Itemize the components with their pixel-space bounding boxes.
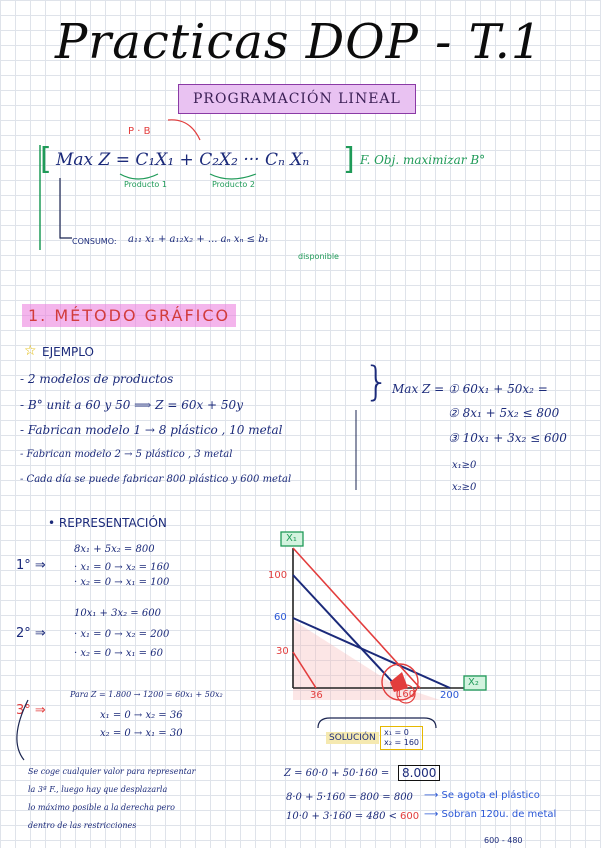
case2-badge: 2° ⇒ — [16, 626, 46, 641]
case3-line-3: x₂ = 0 → x₁ = 30 — [100, 728, 183, 739]
graph-xlabel: X₂ — [468, 677, 479, 688]
model-brace: } — [364, 359, 390, 405]
graph-ylabel: X₁ — [286, 533, 297, 544]
section-title: 1. MÉTODO GRÁFICO — [22, 306, 236, 325]
calc-line-1-note: ⟶ Se agota el plástico — [424, 790, 540, 801]
calc-line-2-note: ⟶ Sobran 120u. de metal — [424, 809, 557, 820]
note-line-4: dentro de las restricciones — [28, 821, 137, 830]
model-line-3: ③ 10x₁ + 3x₂ ≤ 600 — [448, 431, 567, 445]
product2-label: Producto 2 — [212, 180, 255, 189]
consumo-arrow — [60, 178, 72, 238]
z-expr: Z = 60·0 + 50·160 = — [284, 768, 390, 779]
product1-label: Producto 1 — [124, 180, 167, 189]
case2-line-1: 10x₁ + 3x₂ = 600 — [74, 608, 161, 619]
objective-arrow-text: F. Obj. maximizar B° — [360, 153, 486, 167]
xtick-200: 200 — [440, 690, 460, 701]
model-line-4: x₁≥0 — [452, 460, 477, 471]
solution-label: SOLUCIÓN — [326, 732, 379, 744]
note-arrow — [17, 700, 28, 760]
pb-arrow — [168, 120, 200, 140]
calc-line-1: 8·0 + 5·160 = 800 = 800 — [286, 792, 413, 803]
case2-line-3: · x₂ = 0 → x₁ = 60 — [74, 648, 163, 659]
xtick-160: 160 — [396, 689, 416, 700]
ytick-100: 100 — [268, 570, 288, 581]
calc-line-2: 10·0 + 3·160 = 480 < — [286, 811, 398, 822]
solution-x1: x₁ = 0 — [384, 728, 409, 737]
ejemplo-line-2: - B° unit a 60 y 50 ⟹ Z = 60x + 50y — [20, 398, 243, 412]
case1-line-3: · x₂ = 0 → x₁ = 100 — [74, 577, 170, 588]
star-icon: ☆ — [24, 343, 37, 359]
case1-badge: 1° ⇒ — [16, 558, 46, 573]
case3-line-1: Para Z = 1.800 → 1200 = 60x₁ + 50x₂ — [70, 690, 223, 699]
ejemplo-line-5: - Cada día se puede fabricar 800 plástico y 600 metal — [20, 474, 292, 485]
case3-line-2: x₁ = 0 → x₂ = 36 — [100, 710, 183, 721]
calc-line-2-600: 600 — [400, 811, 420, 822]
z-value: 8.000 — [398, 765, 440, 781]
consumo-label: CONSUMO: — [72, 237, 117, 246]
pb-note: P · B — [128, 126, 151, 137]
case2-line-2: · x₁ = 0 → x₂ = 200 — [74, 629, 170, 640]
calc-sub: 600 - 480 — [484, 836, 523, 845]
case1-line-2: · x₁ = 0 → x₂ = 160 — [74, 562, 170, 573]
page-title: Practicas DOP - T.1 — [55, 14, 543, 70]
note-line-3: lo máximo posible a la derecha pero — [28, 803, 175, 812]
model-line-5: x₂≥0 — [452, 482, 477, 493]
product1-brace — [120, 174, 158, 179]
model-line-2: ② 8x₁ + 5x₂ ≤ 800 — [448, 406, 560, 420]
ejemplo-line-3: - Fabrican modelo 1 → 8 plástico , 10 metal — [20, 423, 283, 437]
case3-badge: 3° ⇒ — [16, 703, 46, 718]
note-line-2: la 3ª F., luego hay que desplazarla — [28, 785, 168, 794]
consumo-expr: a₁₁ x₁ + a₁₂x₂ + ... aₙ xₙ ≤ b₁ — [128, 234, 269, 245]
product2-brace — [210, 174, 256, 179]
disponible-note: disponible — [298, 252, 339, 261]
topic-tag: PROGRAMACIÓN LINEAL — [178, 84, 416, 114]
ytick-30: 30 — [276, 646, 289, 657]
xtick-36: 36 — [310, 690, 323, 701]
ejemplo-line-1: - 2 modelos de productos — [20, 372, 174, 386]
note-line-1: Se coge cualquier valor para representar — [28, 767, 196, 776]
solution-box — [380, 726, 423, 750]
bracket-close: ] — [343, 142, 355, 177]
representacion-label: • REPRESENTACIÓN — [48, 516, 167, 530]
bracket-open: [ — [40, 142, 52, 177]
model-line-1: Max Z = ① 60x₁ + 50x₂ = — [392, 382, 548, 396]
ejemplo-label: EJEMPLO — [42, 345, 94, 359]
objective-expr: Max Z = C₁X₁ + C₂X₂ ··· Cₙ Xₙ — [56, 150, 310, 170]
case1-line-1: 8x₁ + 5x₂ = 800 — [74, 544, 155, 555]
ytick-60: 60 — [274, 612, 287, 623]
solution-x2: x₂ = 160 — [384, 738, 419, 747]
ejemplo-line-4: - Fabrican modelo 2 → 5 plástico , 3 metal — [20, 449, 233, 460]
